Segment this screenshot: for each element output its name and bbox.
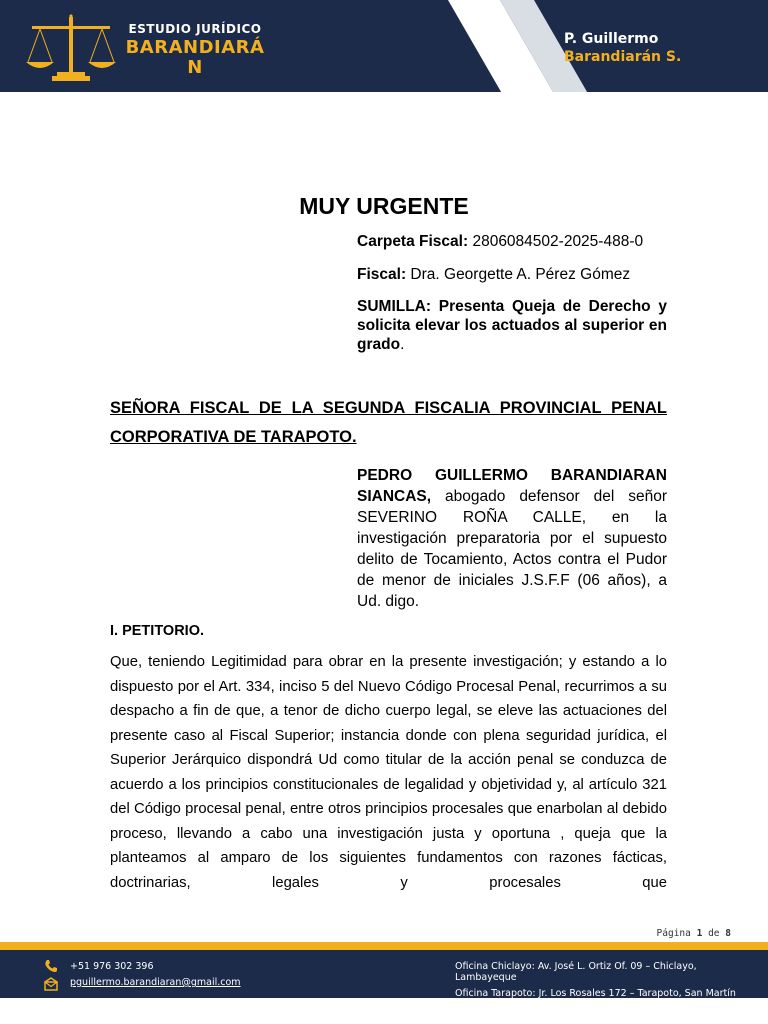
firm-brand-name: BARANDIARÁ N <box>125 37 265 78</box>
page-total: 8 <box>725 928 731 939</box>
sumilla-period: . <box>400 336 405 353</box>
addressee-heading: SEÑORA FISCAL DE LA SEGUNDA FISCALIA PROVINCIAL PENAL CORPORATIVA DE TARAPOTO. <box>110 399 667 446</box>
firm-brand <box>120 22 270 78</box>
firm-brand-subtitle: ESTUDIO JURÍDICO <box>128 22 262 36</box>
party-introduction <box>357 465 667 612</box>
document-title: MUY URGENTE <box>299 193 469 219</box>
footer-email-link[interactable]: pguillermo.barandiaran@gmail.com <box>70 977 241 988</box>
page-of: de <box>708 928 720 939</box>
carpeta-fiscal-value: 2806084502-2025-488-0 <box>472 233 644 250</box>
fiscal-value: Dra. Georgette A. Pérez Gómez <box>410 266 631 283</box>
page-number <box>657 928 731 939</box>
lawyer-name <box>564 30 681 66</box>
lawyer-first-name: P. Guillermo <box>564 31 659 47</box>
carpeta-fiscal-line <box>357 232 667 251</box>
sumilla-text: SUMILLA: Presenta Queja de Derecho y solicita elevar los actuados al superior en grado <box>357 298 667 353</box>
party-name: PEDRO GUILLERMO BARANDIARAN SIANCAS, <box>357 467 667 505</box>
party-description: abogado defensor del señor SEVERINO ROÑA CALLE, en la investigación preparatoria por el supuesto delito de Tocamiento, Actos contra el Pudor de menor de iniciales J.S.F.F (06 años), a Ud. digo. <box>357 488 667 610</box>
phone-icon <box>44 959 58 973</box>
scales-of-justice-icon <box>24 12 118 84</box>
petitorio-paragraph: Que, teniendo Legitimidad para obrar en la presente investigación; y estando a lo dispuesto por el Art. 334, inciso 5 del Nuevo Código Procesal Penal, recurrimos a su despacho a fin de que, a tenor de dicho cuerpo legal, se eleve las actuaciones del presente caso al Fiscal Superior; instancia donde con plena seguridad jurídica, el Superior Jerárquico dispondrá Ud como titular de la acción penal se conduzca de acuerdo a los principios constitucionales de legalidad y objetividad y, al artículo 321 del Código procesal penal, entre otros principios procesales que enarbolan al debido proceso, llevando a cabo una investigación justa y oportuna , queja que la planteamos al amparo de los siguientes fundamentos con razones fácticas, doctrinarias, legales y procesales que <box>110 654 667 891</box>
fiscal-line <box>357 265 667 284</box>
footer-gold-band <box>0 942 768 950</box>
mail-icon <box>44 977 58 991</box>
fiscal-label: Fiscal: <box>357 266 407 283</box>
page-current: 1 <box>696 928 703 939</box>
section-heading-petitorio: I. PETITORIO. <box>110 623 204 639</box>
footer-office-tarapoto: Oficina Tarapoto: Jr. Los Rosales 172 – Tarapoto, San Martín <box>455 988 736 998</box>
footer-office-chiclayo: Oficina Chiclayo: Av. José L. Ortiz Of. 09 – Chiclayo, Lambayeque <box>455 961 697 983</box>
carpeta-fiscal-label: Carpeta Fiscal: <box>357 233 469 250</box>
letterhead-header <box>0 0 768 92</box>
letterhead-footer <box>0 950 768 998</box>
page-label: Página <box>656 928 691 939</box>
lawyer-last-name: Barandiarán S. <box>564 49 682 65</box>
footer-phone: +51 976 302 396 <box>70 961 154 972</box>
sumilla <box>357 297 667 354</box>
